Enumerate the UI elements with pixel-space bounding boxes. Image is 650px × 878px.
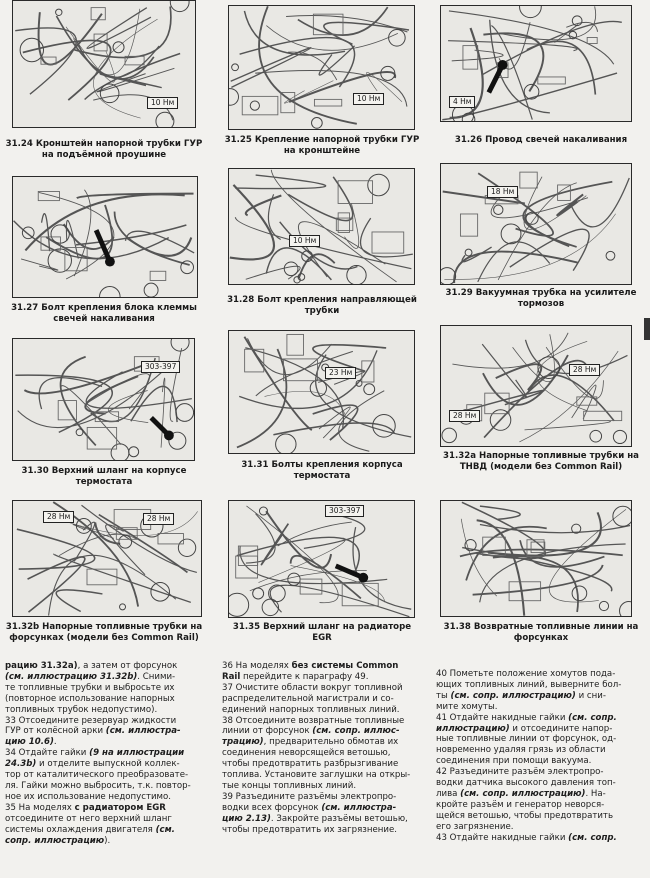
emphasis-run: (см. иллюстрацию 31.32b) bbox=[5, 671, 138, 682]
caption-line: термостата bbox=[75, 477, 133, 487]
caption-line: на подъёмной проушине bbox=[41, 150, 167, 160]
caption-line: 31.31 Болты крепления корпуса bbox=[241, 460, 403, 470]
text-line bbox=[5, 716, 191, 727]
text-line bbox=[436, 756, 621, 767]
text-line bbox=[436, 680, 621, 691]
text-line bbox=[222, 825, 410, 836]
text-run: чтобы предотвратить их загрязнение. bbox=[222, 824, 397, 835]
page-edge-tab bbox=[644, 318, 650, 340]
text-line bbox=[5, 792, 191, 803]
text-run: 37 Очистите области вокруг топливной bbox=[222, 682, 403, 693]
figure-31-26 bbox=[440, 5, 632, 122]
emphasis-run: (см. сопр. bbox=[568, 712, 617, 723]
text-line bbox=[436, 669, 621, 680]
figure-31-30 bbox=[12, 338, 195, 461]
emphasis-run: (9 на иллюстрации bbox=[89, 748, 185, 759]
engine-sketch bbox=[229, 501, 414, 617]
text-line bbox=[436, 713, 621, 724]
text-line bbox=[436, 789, 621, 800]
engine-sketch bbox=[229, 169, 414, 284]
text-line bbox=[5, 683, 191, 694]
figure-caption bbox=[220, 622, 424, 644]
torque-label: 28 Нм bbox=[449, 410, 480, 422]
figure-31-35 bbox=[228, 500, 415, 618]
emphasis-run: (см. иллюстра- bbox=[321, 802, 397, 813]
text-line bbox=[222, 726, 410, 737]
text-line bbox=[436, 691, 621, 702]
text-run: ющих топливных линий, выверните бол- bbox=[436, 679, 622, 690]
text-run: отсоедините от него верхний шланг bbox=[5, 813, 172, 824]
torque-label: 18 Нм bbox=[487, 186, 518, 198]
text-line bbox=[222, 792, 410, 803]
caption-line: 31.29 Вакуумная трубка на усилителе bbox=[445, 288, 637, 298]
text-line bbox=[5, 694, 191, 705]
figure-caption bbox=[5, 303, 203, 325]
text-run: топливных трубок недопустимо). bbox=[5, 704, 158, 715]
engine-sketch bbox=[229, 6, 414, 129]
text-run: тые концы топливных линий. bbox=[222, 780, 357, 791]
torque-label: 28 Нм bbox=[43, 511, 74, 523]
text-line bbox=[436, 833, 621, 844]
torque-label: 303-397 bbox=[325, 505, 364, 517]
emphasis-run: цию 2.13) bbox=[222, 813, 271, 824]
figure-caption bbox=[440, 135, 642, 146]
caption-line: 31.27 Болт крепления блока клеммы bbox=[11, 303, 197, 313]
text-line bbox=[222, 672, 410, 683]
text-line bbox=[222, 683, 410, 694]
torque-label: 303-397 bbox=[141, 361, 180, 373]
torque-label: 10 Нм bbox=[289, 235, 320, 247]
text-line bbox=[436, 767, 621, 778]
text-line bbox=[5, 672, 191, 683]
text-run: 35 На моделях bbox=[5, 802, 75, 813]
text-run: и отсоедините напор- bbox=[509, 723, 613, 734]
text-line bbox=[5, 661, 191, 672]
caption-line: 31.38 Возвратные топливные линии на bbox=[443, 622, 639, 632]
text-column-1 bbox=[5, 661, 191, 846]
text-line bbox=[436, 734, 621, 745]
text-run: и отделите выпускной коллек- bbox=[36, 759, 180, 770]
text-run: 36 На моделях bbox=[222, 661, 292, 671]
text-run: 39 Разъедините разъёмы электропро- bbox=[222, 791, 397, 802]
text-run: ГУР от колёсной арки bbox=[5, 726, 106, 737]
caption-line: тормозов bbox=[517, 299, 565, 309]
engine-sketch bbox=[13, 177, 197, 297]
text-column-3 bbox=[436, 669, 621, 844]
torque-label: 4 Нм bbox=[449, 96, 475, 108]
text-run: соединения неворсящейся ветошью, bbox=[222, 748, 391, 759]
figure-31-24 bbox=[12, 0, 196, 128]
text-run: перейдите к параграфу 49. bbox=[240, 671, 369, 682]
emphasis-run: цию 10.6) bbox=[5, 737, 54, 748]
text-run: . Закройте разъёмы ветошью, bbox=[270, 813, 408, 824]
torque-label: 28 Нм bbox=[143, 513, 174, 525]
emphasis-run: сопр. иллюстрацию bbox=[5, 835, 105, 846]
text-run: щейся ветошью, чтобы предотвратить bbox=[436, 810, 614, 821]
text-run: . Сними- bbox=[137, 671, 176, 682]
torque-label: 10 Нм bbox=[147, 97, 178, 109]
engine-sketch bbox=[13, 339, 194, 460]
emphasis-run: трацию) bbox=[222, 737, 264, 748]
engine-sketch bbox=[229, 331, 414, 453]
emphasis-run: (см. иллюстра- bbox=[105, 726, 181, 737]
emphasis-run: 24.3b) bbox=[5, 759, 37, 770]
emphasis-run: (см. bbox=[155, 824, 175, 835]
figure-caption bbox=[440, 622, 642, 644]
text-line bbox=[5, 759, 191, 770]
text-run: его загрязнение. bbox=[436, 821, 514, 832]
text-run: чтобы предотвратить разбрызгивание bbox=[222, 759, 399, 770]
figure-31-32a bbox=[440, 325, 632, 447]
text-run: ные топливные линии от форсунок, од- bbox=[436, 734, 617, 745]
text-run: (повторное использование напорных bbox=[5, 693, 175, 704]
text-line bbox=[222, 803, 410, 814]
emphasis-run: с радиатором EGR bbox=[74, 802, 166, 813]
text-run: 40 Пометьте положение хомутов пода- bbox=[436, 669, 616, 679]
figure-31-27 bbox=[12, 176, 198, 298]
text-line bbox=[222, 759, 410, 770]
text-run: и сни- bbox=[575, 690, 606, 701]
text-line bbox=[5, 748, 191, 759]
text-run: 41 Отдайте накидные гайки bbox=[436, 712, 569, 723]
figure-caption bbox=[220, 460, 424, 482]
emphasis-run: (см. сопр. иллюстрацию) bbox=[460, 788, 586, 799]
text-run: соединения при помощи вакуума. bbox=[436, 756, 592, 767]
engine-sketch bbox=[441, 501, 631, 616]
text-run: ). bbox=[104, 835, 111, 846]
text-line bbox=[222, 705, 410, 716]
text-run: ты bbox=[436, 690, 451, 701]
caption-line: термостата bbox=[293, 471, 351, 481]
figure-caption bbox=[5, 466, 203, 488]
emphasis-run: (см. сопр. bbox=[568, 832, 617, 843]
figure-caption bbox=[5, 139, 203, 161]
emphasis-run: без системы Common bbox=[291, 661, 399, 671]
text-run: мите хомуты. bbox=[436, 701, 498, 712]
figure-caption bbox=[5, 622, 203, 644]
figure-caption bbox=[440, 451, 642, 473]
text-line bbox=[222, 770, 410, 781]
text-line bbox=[5, 781, 191, 792]
caption-line: форсунках bbox=[513, 633, 569, 643]
text-run: . На- bbox=[585, 788, 606, 799]
emphasis-run: (см. сопр. иллюстрацию) bbox=[450, 690, 576, 701]
text-line bbox=[222, 814, 410, 825]
text-run: распределительной магистрали и со- bbox=[222, 693, 394, 704]
figure-31-25 bbox=[228, 5, 415, 130]
figure-caption bbox=[440, 288, 642, 310]
text-line bbox=[5, 726, 191, 737]
text-run: те топливные трубки и выбросьте их bbox=[5, 682, 175, 693]
figure-31-32b bbox=[12, 500, 202, 617]
text-run: тор от каталитического преобразовате- bbox=[5, 770, 189, 781]
text-run: единений напорных топливных линий. bbox=[222, 704, 400, 715]
text-line bbox=[222, 716, 410, 727]
emphasis-run: иллюстрацию) bbox=[436, 723, 510, 734]
text-line bbox=[5, 737, 191, 748]
text-run: линии от форсунок bbox=[222, 726, 313, 737]
text-column-2 bbox=[222, 661, 410, 836]
text-run: , а затем от форсунок bbox=[77, 661, 178, 671]
text-run: лива bbox=[436, 788, 461, 799]
torque-label: 28 Нм bbox=[569, 364, 600, 376]
text-run: новременно удаляя грязь из области bbox=[436, 745, 606, 756]
text-line bbox=[5, 836, 191, 847]
caption-line: 31.25 Крепление напорной трубки ГУР bbox=[224, 135, 420, 145]
caption-line: форсунках (модели без Common Rail) bbox=[9, 633, 199, 643]
caption-line: трубки bbox=[304, 306, 340, 316]
text-run: водки датчика высокого давления топ- bbox=[436, 778, 616, 789]
text-line bbox=[5, 814, 191, 825]
text-line bbox=[436, 822, 621, 833]
figure-31-29 bbox=[440, 163, 632, 285]
caption-line: EGR bbox=[312, 633, 332, 643]
caption-line: 31.32b Напорные топливные трубки на bbox=[5, 622, 203, 632]
text-line bbox=[222, 748, 410, 759]
text-run: 38 Отсоедините возвратные топливные bbox=[222, 715, 405, 726]
text-run: 43 Отдайте накидные гайки bbox=[436, 832, 569, 843]
text-line bbox=[436, 811, 621, 822]
text-run: 42 Разъедините разъём электропро- bbox=[436, 767, 604, 778]
text-run: кройте разъём и генератор неворся- bbox=[436, 799, 605, 810]
text-line bbox=[222, 737, 410, 748]
text-line bbox=[436, 800, 621, 811]
text-line bbox=[436, 778, 621, 789]
figure-31-31 bbox=[228, 330, 415, 454]
text-line bbox=[436, 702, 621, 713]
figure-caption bbox=[220, 295, 424, 317]
caption-line: 31.32a Напорные топливные трубки на bbox=[443, 451, 639, 461]
text-run: топлива. Установите заглушки на откры- bbox=[222, 770, 411, 781]
text-run: . bbox=[53, 737, 57, 748]
engine-sketch bbox=[441, 326, 631, 446]
caption-line: 31.24 Кронштейн напорной трубки ГУР bbox=[5, 139, 203, 149]
caption-line: 31.26 Провод свечей накаливания bbox=[454, 135, 628, 145]
torque-label: 23 Нм bbox=[325, 367, 356, 379]
caption-line: 31.30 Верхний шланг на корпусе bbox=[21, 466, 187, 476]
text-line bbox=[222, 661, 410, 672]
text-run: 34 Отдайте гайки bbox=[5, 748, 90, 759]
text-run: ное их использование недопустимо. bbox=[5, 791, 172, 802]
caption-line: на кронштейне bbox=[283, 146, 361, 156]
text-run: , предварительно обмотав их bbox=[263, 737, 399, 748]
text-line bbox=[436, 724, 621, 735]
figure-31-38 bbox=[440, 500, 632, 617]
torque-label: 10 Нм bbox=[353, 93, 384, 105]
text-run: 33 Отсоедините резервуар жидкости bbox=[5, 715, 177, 726]
figure-31-28 bbox=[228, 168, 415, 285]
text-run: водки всех форсунок bbox=[222, 802, 322, 813]
caption-line: ТНВД (модели без Common Rail) bbox=[459, 462, 623, 472]
text-line bbox=[436, 745, 621, 756]
caption-line: 31.28 Болт крепления направляющей bbox=[227, 295, 417, 305]
caption-line: 31.35 Верхний шланг на радиаторе bbox=[232, 622, 412, 632]
text-line bbox=[222, 694, 410, 705]
emphasis-run: рацию 31.32a) bbox=[5, 661, 78, 671]
figure-caption bbox=[220, 135, 424, 157]
engine-sketch bbox=[441, 164, 631, 284]
text-run: ля. Гайки можно выбросить, т.к. повтор- bbox=[5, 780, 191, 791]
text-line bbox=[5, 803, 191, 814]
emphasis-run: (см. сопр. иллюс- bbox=[312, 726, 400, 737]
text-line bbox=[222, 781, 410, 792]
caption-line: свечей накаливания bbox=[53, 314, 155, 324]
text-line bbox=[5, 705, 191, 716]
text-line bbox=[5, 825, 191, 836]
text-line bbox=[5, 770, 191, 781]
text-run: системы охлаждения двигателя bbox=[5, 824, 156, 835]
emphasis-run: Rail bbox=[222, 671, 241, 682]
